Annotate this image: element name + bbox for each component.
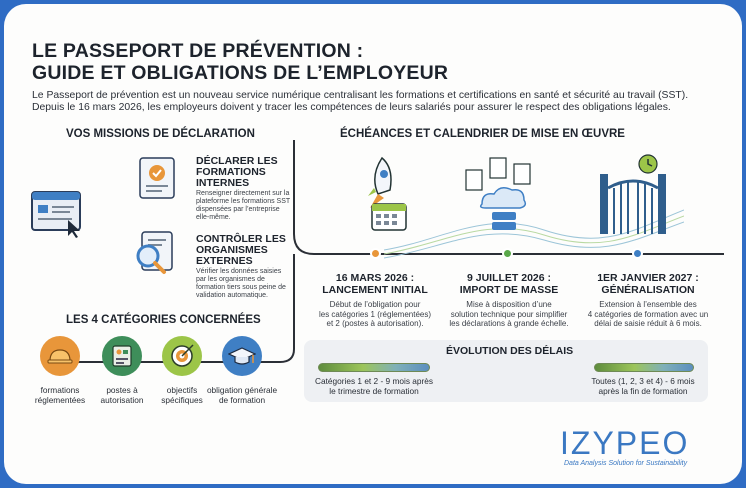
- page-title: LE PASSEPORT DE PRÉVENTION : GUIDE ET OBLIGATIONS DE L’EMPLOYEUR: [32, 40, 449, 84]
- graduation-cap-icon: [222, 336, 262, 376]
- target-icon: [162, 336, 202, 376]
- delay-bar-right: [594, 363, 694, 372]
- milestone-3-dot: [632, 248, 643, 259]
- intro-text: Le Passeport de prévention est un nouveau service numérique centralisant les formations et certifications en santé et sécurité au travail (SST). Depuis le 16 mars 2026, les employeurs doivent y tracer les compétences de leurs salariés pour assurer le respect des obligations légales.: [32, 90, 689, 113]
- milestone-2-text: Mise à disposition d’une solution technique pour simplifier les déclarations à grande échelle.: [449, 300, 569, 328]
- delay-right-text: Toutes (1, 2, 3 et 4) - 6 mois après la fin de formation: [591, 376, 695, 396]
- control-panel-icon: [102, 336, 142, 376]
- infographic-card: [4, 4, 742, 484]
- category-3-label: objectifs spécifiques: [161, 385, 203, 405]
- mission-2-title: CONTRÔLER LES ORGANISMES EXTERNES: [196, 233, 286, 267]
- timeline-heading: ÉCHÉANCES ET CALENDRIER DE MISE EN ŒUVRE: [340, 128, 625, 140]
- category-3: [162, 336, 202, 376]
- hard-hat-icon: [40, 336, 80, 376]
- delays-heading: ÉVOLUTION DES DÉLAIS: [446, 345, 574, 357]
- milestone-1-title: 16 MARS 2026 : LANCEMENT INITIAL: [322, 272, 428, 296]
- magnifier-document-icon: [128, 230, 182, 276]
- milestone-2-title: 9 JUILLET 2026 : IMPORT DE MASSE: [459, 272, 559, 296]
- logo-wordmark: IZYPEO: [560, 425, 690, 461]
- milestone-3-title: 1ER JANVIER 2027 : GÉNÉRALISATION: [597, 272, 699, 296]
- mission-2-text: Vérifier les données saisies par les organismes de formation tiers sous peine de validation automatique.: [196, 268, 286, 299]
- category-2: [102, 336, 142, 376]
- milestone-2-dot: [502, 248, 513, 259]
- category-2-label: postes à autorisation: [100, 385, 144, 405]
- category-1: [40, 336, 80, 376]
- rocket-calendar-icon: [348, 154, 412, 232]
- missions-heading: VOS MISSIONS DE DÉCLARATION: [66, 128, 255, 140]
- browser-window-icon: [30, 190, 88, 240]
- logo-tagline: Data Analysis Solution for Sustainability: [564, 460, 688, 467]
- milestone-3-text: Extension à l’ensemble des 4 catégories de formation avec un délai de saisie réduit à 6 mois.: [587, 300, 709, 328]
- category-1-label: formations réglementées: [34, 385, 86, 405]
- cloud-server-icon: [462, 154, 546, 234]
- mission-1-title: DÉCLARER LES FORMATIONS INTERNES: [196, 155, 278, 189]
- category-4-label: obligation générale de formation: [206, 385, 278, 405]
- milestone-1-text: Début de l’obligation pour les catégories 1 (réglementées) et 2 (postes à autorisation).: [318, 300, 432, 328]
- delay-bar-left: [318, 363, 430, 372]
- categories-heading: LES 4 CATÉGORIES CONCERNÉES: [66, 314, 261, 326]
- delay-left-text: Catégories 1 et 2 - 9 mois après le trimestre de formation: [314, 376, 434, 396]
- category-4: [222, 336, 262, 376]
- mission-1-text: Renseigner directement sur la plateforme les formations SST dispensées par l’entreprise elle-même.: [196, 190, 291, 221]
- milestone-1-dot: [370, 248, 381, 259]
- gate-clock-icon: [594, 154, 672, 238]
- certificate-icon: [132, 156, 182, 200]
